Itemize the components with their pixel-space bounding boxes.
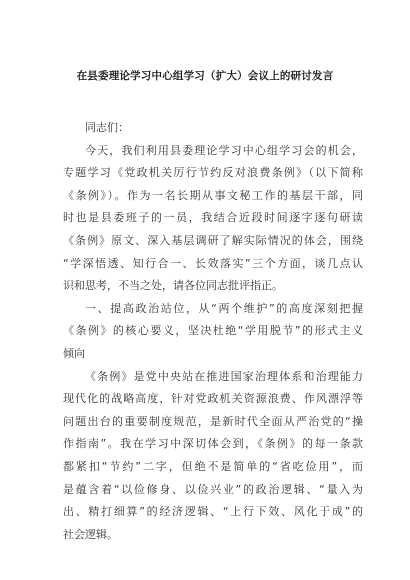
body-line: 都紧扣“节约”二字，但绝不是简单的“省吃俭用”，而 xyxy=(63,459,363,473)
body-line: 出、精打细算”的经济逻辑、“上行下效、风化于成”的 xyxy=(63,505,363,519)
body-line: 专题学习《党政机关厉行节约反对浪费条例》（以下简称 xyxy=(63,166,363,180)
body-line: 今天，我们利用县委理论学习中心组学习会的机会， xyxy=(85,143,363,157)
document-title: 在县委理论学习中心组学习（扩大）会议上的研讨发言 xyxy=(76,70,334,82)
body-line: 《条例》是党中央站在推进国家治理体系和治理能力 xyxy=(85,369,363,383)
body-line: 《条例》原文、深入基层调研了解实际情况的体会，围绕 xyxy=(63,233,363,247)
body-line: 是蕴含着“以俭修身、以俭兴业”的政治逻辑、“量入为 xyxy=(63,482,363,496)
body-line: 识和思考，不当之处，请各位同志批评指正。 xyxy=(63,279,283,293)
section-heading-line: 倾向 xyxy=(63,346,85,360)
body-line: 作指南”。我在学习中深切体会到，《条例》的每一条款 xyxy=(63,437,363,451)
salutation: 同志们： xyxy=(85,121,129,134)
body-line: 现代化的战略高度，针对党政机关资源浪费、作风漂浮等 xyxy=(63,392,363,406)
section-heading-line: 一、提高政治站位，从“两个维护”的高度深刻把握 xyxy=(85,301,363,315)
body-line: “学深悟透、知行合一、长效落实”三个方面，谈几点认 xyxy=(63,256,363,270)
body-line: 问题出台的重要制度规范，是新时代全面从严治党的“操 xyxy=(63,414,363,428)
section-heading-line: 《条例》的核心要义，坚决杜绝“学用脱节”的形式主义 xyxy=(63,324,363,338)
document-body xyxy=(63,117,363,546)
body-line: 时也是县委班子的一员，我结合近段时间逐字逐句研读 xyxy=(63,211,363,225)
body-line: 社会逻辑。 xyxy=(63,527,118,541)
body-line: 《条例》）。作为一名长期从事文秘工作的基层干部，同 xyxy=(63,188,363,202)
